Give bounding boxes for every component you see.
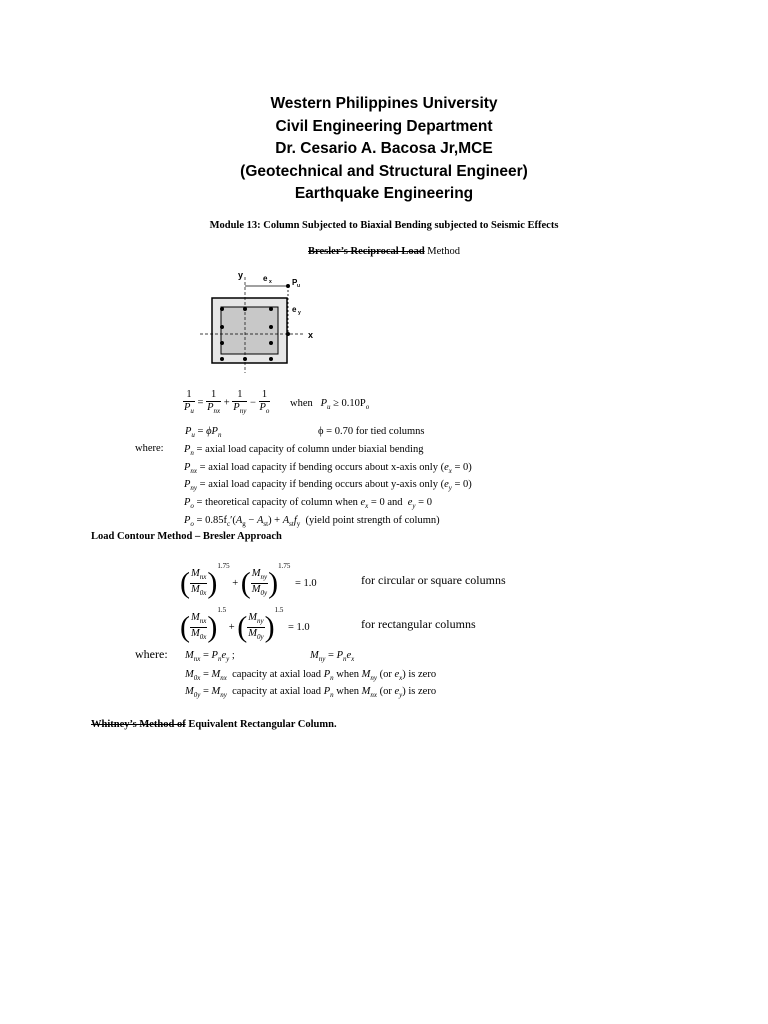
def-po-formula: $P_o = 0.85f_c'(A_g - A_{st}) + A_{st}f_y$ (yield point strength of column) [184, 514, 440, 528]
load-projection [286, 332, 290, 336]
ex-sub: x [269, 279, 272, 285]
reciprocal-equation: $\frac{1}{P_u}$ = 1 $P_{nx}$ + 1 $P_{ny}$ − $\frac{1}{P_o}$ [184, 389, 270, 416]
def-pnx: $P_{nx}$ = axial load capacity if bending occurs about x-axis only $(e_x = 0)$ [184, 461, 472, 475]
contour-heading: Load Contour Method – Bresler Approach [91, 531, 282, 542]
bresler-heading [0, 246, 768, 257]
pu-equation: $P_u = \phi P_n$ [185, 426, 222, 440]
bresler-heading-strike: Bresler’s Reciprocal Load [308, 246, 425, 257]
column-section-diagram [195, 265, 335, 375]
module-title: Module 13: Column Subjected to Biaxial Bending subjected to Seismic Effects [209, 220, 559, 231]
course-name: Earthquake Engineering [294, 185, 474, 202]
bresler-heading-rest: Method [424, 246, 460, 257]
def-pny: $P_{ny}$ = axial load capacity if bending occurs about y-axis only $(e_y = 0)$ [184, 479, 472, 493]
contour-equation-rectangular: ( $M_{nx}$ $M_{0x}$ )$^{1.5}$ + ( $M_{ny}$ $M_{0y}$ )$^{1.5}$ = 1.0 [180, 606, 310, 644]
def-pn: $P_n$ = axial load capacity of column under biaxial bending [184, 444, 424, 458]
ex-label: e [263, 274, 268, 283]
contour-moment-defs: $M_{nx} = P_ne_y$ ; $M_{ny} = P_ne_x$ [185, 650, 355, 664]
contour-line-m0x: $M_{0x} = M_{nx}$ capacity at axial load $P_n$ when $M_{ny}$ (or $e_x$) is zero [185, 669, 437, 683]
whitney-heading-rest: Equivalent Rectangular Column. [185, 719, 337, 730]
contour-where: where: [135, 647, 168, 661]
y-label: y [238, 270, 244, 280]
pu-label: P [292, 278, 298, 287]
ey-label: e [292, 305, 297, 314]
university-name: Western Philippines University [270, 95, 498, 112]
whitney-heading-strike: Whitney’s Method of [91, 719, 186, 730]
bresler-where: where: [135, 443, 164, 454]
author-title: (Geotechnical and Structural Engineer) [240, 162, 528, 180]
author-name: Dr. Cesario A. Bacosa Jr,MCE [275, 140, 493, 157]
whitney-heading [91, 719, 337, 730]
ey-sub: y [298, 310, 301, 316]
contour-line-m0y: $M_{0y} = M_{ny}$ capacity at axial load $P_n$ when $M_{nx}$ (or $e_y$) is zero [185, 686, 437, 700]
x-label: x [308, 330, 314, 340]
bresler-definitions [184, 443, 472, 531]
pu-sub: u [297, 283, 301, 289]
department-name: Civil Engineering Department [275, 117, 493, 135]
phi-text: ϕ = 0.70 for tied columns [318, 426, 425, 437]
reciprocal-condition: when $P_u \ge 0.10P_o$ [290, 398, 370, 412]
load-point [286, 284, 290, 288]
def-po: $P_o$ = theoretical capacity of column when $e_x = 0$ and $e_y = 0$ [184, 497, 432, 511]
column-core [221, 307, 278, 354]
document-header [0, 93, 768, 206]
rectangular-text: for rectangular columns [361, 617, 476, 631]
contour-equation-circular: ( $M_{nx}$ $M_{0x}$ )$^{1.75}$ + ( $M_{ny}$ $M_{0y}$ )$^{1.75}$ = 1.0 [180, 562, 317, 600]
circular-text: for circular or square columns [361, 573, 506, 587]
